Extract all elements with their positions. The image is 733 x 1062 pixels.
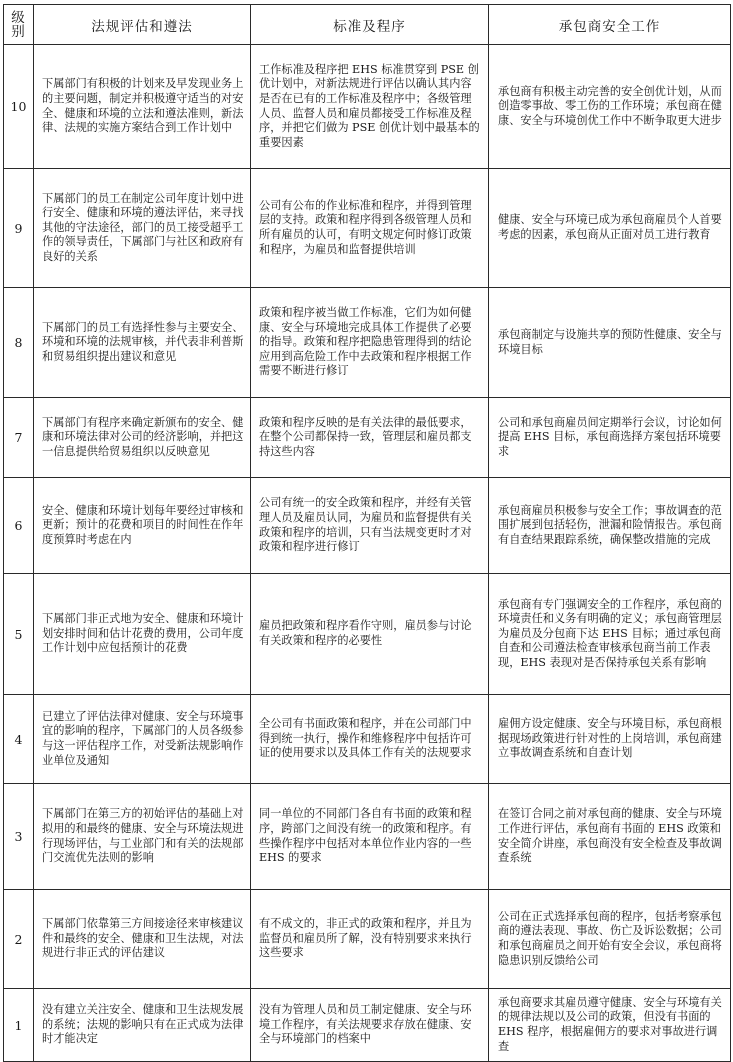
ehs-assessment-table [3,4,731,1062]
table-row [4,890,731,989]
standards-cell: 工作标准及程序把 EHS 标准贯穿到 PSE 创优计划中，对新法规进行评估以确认其内容是否在已有的工作标准及程序中；各级管理人员、监督人员和雇员都接受工作标准及程序，并把它们做为 PSE 创优计划中最基本的重要因素 [251,45,489,169]
regulation-cell: 下属部门在第三方的初始评估的基础上对拟用的和最终的健康、安全与环境法规进行现场评估，与工业部门和有关的法规部门交流优先法则的影响 [34,784,251,890]
standards-cell: 政策和程序被当做工作标准，它们为如何健康、安全与环境地完成具体工作提供了必要的指导。政策和程序把隐患管理得到的结论应用到高危险工作中去政策和程序根据工作需要不断进行修订 [251,288,489,398]
regulation-cell: 下属部门的员工在制定公司年度计划中进行安全、健康和环境的遵法评估，来寻找其他的守法途径，部门的员工接受超乎工作的领导责任，下属部门与社区和政府有良好的关系 [34,169,251,288]
level-cell: 2 [4,890,34,989]
header-level: 级别 [4,5,34,45]
level-cell: 3 [4,784,34,890]
level-cell: 1 [4,989,34,1062]
regulation-cell: 已建立了评估法律对健康、安全与环境事宜的影响的程序，下属部门的人员各级参与这一评估程序工作，对受新法规影响作业单位及通知 [34,695,251,784]
table-row [4,695,731,784]
contractor-cell: 承包商制定与设施共享的预防性健康、安全与环境目标 [489,288,731,398]
level-cell: 9 [4,169,34,288]
header-standards-procedures: 标准及程序 [251,5,489,45]
regulation-cell: 安全、健康和环境计划每年要经过审核和更新；预计的花费和项目的时间性在作年度预算时考虑在内 [34,478,251,574]
contractor-cell: 雇佣方设定健康、安全与环境目标，承包商根据现场政策进行针对性的上岗培训，承包商建立事故调查系统和自查计划 [489,695,731,784]
regulation-cell: 下属部门的员工有选择性参与主要安全、环境和环境的法规审核，并代表非利普斯和贸易组织提出建议和意见 [34,288,251,398]
level-cell: 6 [4,478,34,574]
contractor-cell: 健康、安全与环境已成为承包商雇员个人首要考虑的因素，承包商从正面对员工进行教育 [489,169,731,288]
regulation-cell: 下属部门依靠第三方间接途径来审核建议件和最终的安全、健康和卫生法规，对法规进行非正式的评估建议 [34,890,251,989]
level-cell: 8 [4,288,34,398]
regulation-cell: 下属部门有程序来确定新颁布的安全、健康和环境法律对公司的经济影响，并把这一信息提供给贸易组织以反映意见 [34,398,251,478]
standards-cell: 雇员把政策和程序看作守则，雇员参与讨论有关政策和程序的必要性 [251,574,489,695]
table-row [4,784,731,890]
standards-cell: 公司有公布的作业标准和程序，并得到管理层的支持。政策和程序得到各级管理人员和所有雇员的认可，有明文规定何时修订政策和程序，为雇员和监督提供培训 [251,169,489,288]
regulation-cell: 下属部门有积极的计划来及早发现业务上的主要问题，制定并积极遵守适当的对安全、健康和环境的立法和遵法准则，新法律、法规的实施方案结合到工作计划中 [34,45,251,169]
header-regulation-assessment: 法规评估和遵法 [34,5,251,45]
table-row [4,169,731,288]
contractor-cell: 公司在正式选择承包商的程序，包括考察承包商的遵法表现、事故、伤亡及诉讼数据；公司和承包商雇员之间开始有安全会议，承包商将隐患识别反馈给公司 [489,890,731,989]
table-row [4,989,731,1062]
level-cell: 7 [4,398,34,478]
table-row [4,45,731,169]
standards-cell: 公司有统一的安全政策和程序，并经有关管理人员及雇员认同，为雇员和监督提供有关政策和程序的培训，只有当法规变更时才对政策和程序进行修订 [251,478,489,574]
regulation-cell: 没有建立关注安全、健康和卫生法规发展的系统；法规的影响只有在正式成为法律时才能决定 [34,989,251,1062]
header-contractor-safety: 承包商安全工作 [489,5,731,45]
level-cell: 4 [4,695,34,784]
contractor-cell: 承包商雇员积极参与安全工作；事故调查的范围扩展到包括轻伤，泄漏和险情报告。承包商有自查结果跟踪系统，确保整改措施的完成 [489,478,731,574]
standards-cell: 政策和程序反映的是有关法律的最低要求，在整个公司都保持一致，管理层和雇员都支持这些内容 [251,398,489,478]
table-row [4,478,731,574]
level-cell: 5 [4,574,34,695]
level-cell: 10 [4,45,34,169]
standards-cell: 没有为管理人员和员工制定健康、安全与环境工作程序，有关法规要求存放在健康、安全与环境部门的档案中 [251,989,489,1062]
contractor-cell: 承包商有专门强调安全的工作程序，承包商的环境责任和义务有明确的定义；承包商管理层为雇员及分包商下达 EHS 目标；通过承包商自查和公司遵法检查审核承包商当前工作表现，EHS 表现对是否保持承包关系有影响 [489,574,731,695]
table-header-row [4,5,731,45]
table-row [4,288,731,398]
contractor-cell: 承包商有积极主动完善的安全创优计划，从而创造零事故、零工伤的工作环境；承包商在健康、安全与环境创优工作中不断争取更大进步 [489,45,731,169]
contractor-cell: 在签订合同之前对承包商的健康、安全与环境工作进行评估，承包商有书面的 EHS 政策和安全简介讲座，承包商没有安全检查及事故调查系统 [489,784,731,890]
standards-cell: 有不成文的，非正式的政策和程序，并且为监督员和雇员所了解，没有特别要求来执行这些要求 [251,890,489,989]
contractor-cell: 承包商要求其雇员遵守健康、安全与环境有关的规律法规以及公司的政策，但没有书面的 EHS 程序，根据雇佣方的要求对事故进行调查 [489,989,731,1062]
regulation-cell: 下属部门非正式地为安全、健康和环境计划安排时间和估计花费的费用，公司年度工作计划中应包括预计的花费 [34,574,251,695]
standards-cell: 同一单位的不同部门各自有书面的政策和程序，跨部门之间没有统一的政策和程序。有些操作程序中包括对本单位作业内容的一些 EHS 的要求 [251,784,489,890]
standards-cell: 全公司有书面政策和程序，并在公司部门中得到统一执行，操作和维修程序中包括许可证的使用要求以及具体工作有关的法规要求 [251,695,489,784]
table-row [4,574,731,695]
table-row [4,398,731,478]
contractor-cell: 公司和承包商雇员间定期举行会议，讨论如何提高 EHS 目标，承包商选择方案包括环境要求 [489,398,731,478]
